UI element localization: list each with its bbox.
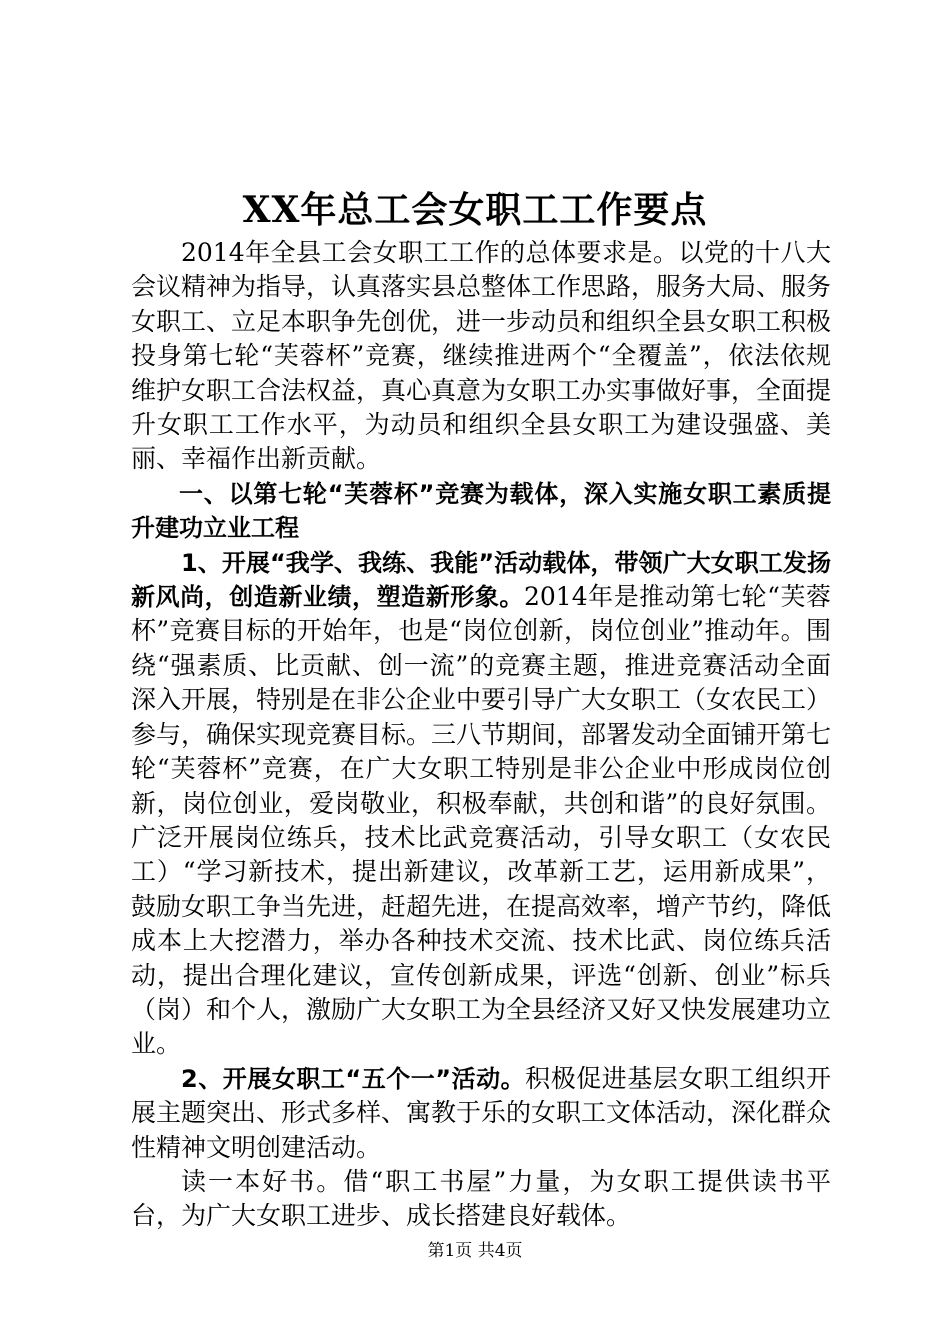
page-footer: 第1页 共4页	[427, 1241, 523, 1261]
document-title: XX年总工会女职工工作要点	[242, 189, 708, 231]
intro-paragraph: 2014年全县工会女职工工作的总体要求是。以党的十八大会议精神为指导，认真落实县总整体工作思路，服务大局、服务女职工、立足本职争先创优，进一步动员和组织全县女职工积极投身第七轮“芙蓉杯”竞赛，继续推进两个“全覆盖”，依法依规维护女职工合法权益，真心真意为女职工办实事做好事，全面提升女职工工作水平，为动员和组织全县女职工为建设强盛、美丽、幸福作出新贡献。	[131, 238, 832, 474]
item-1-paragraph	[131, 546, 831, 1062]
document-body	[131, 236, 831, 1234]
item-1-lead: 1、开展“我学、我练、我能”活动载体，带领广大女职工发扬新风尚，创造新业绩，塑造新形象。	[131, 548, 831, 612]
section-heading-1: 一、以第七轮“芙蓉杯”竞赛为载体，深入实施女职工素质提升建功立业工程	[131, 479, 831, 543]
reading-paragraph: 读一本好书。借“职工书屋”力量，为女职工提供读书平台，为广大女职工进步、成长搭建良好载体。	[131, 1166, 831, 1231]
item-2-paragraph	[131, 1062, 831, 1165]
item-2-lead: 2、开展女职工“五个一”活动。	[181, 1064, 526, 1093]
item-1-text: 2014年是推动第七轮“芙蓉杯”竞赛目标的开始年，也是“岗位创新，岗位创业”推动年。围绕“强素质、比贡献、创一流”的竞赛主题，推进竞赛活动全面深入开展，特别是在非公企业中要引导广大女职工（女农民工）参与，确保实现竞赛目标。三八节期间，部署发动全面铺开第七轮“芙蓉杯”竞赛，在广大女职工特别是非公企业中形成岗位创新，岗位创业，爱岗敬业，积极奉献，共创和谐”的良好氛围。广泛开展岗位练兵，技术比武竞赛活动，引导女职工（女农民工）“学习新技术，提出新建议，改革新工艺，运用新成果”，鼓励女职工争当先进，赶超先进，在提高效率，增产节约，降低成本上大挖潜力，举办各种技术交流、技术比武、岗位练兵活动，提出合理化建议，宣传创新成果，评选“创新、创业”标兵（岗）和个人，激励广大女职工为全县经济又好又快发展建功立业。	[131, 582, 832, 1059]
item-2-text: 积极促进基层女职工组织开展主题突出、形式多样、寓教于乐的女职工文体活动，深化群众性精神文明创建活动。	[131, 1063, 832, 1162]
